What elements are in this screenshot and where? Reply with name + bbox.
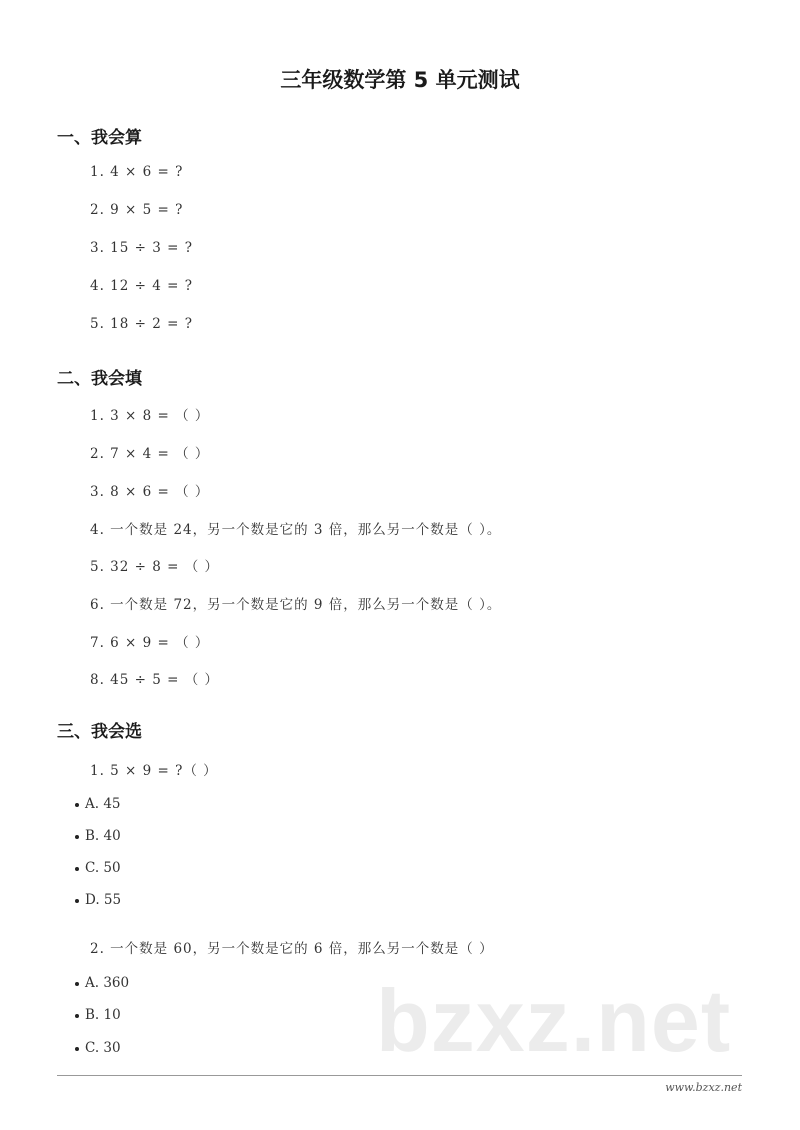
bullet-icon xyxy=(75,1014,79,1018)
bullet-icon xyxy=(75,867,79,871)
option-item xyxy=(75,796,121,812)
option-item xyxy=(75,892,121,908)
bullet-icon xyxy=(75,1047,79,1051)
question-item: 2. 一个数是 60，另一个数是它的 6 倍，那么另一个数是（ ） xyxy=(90,941,494,957)
question-item: 4. 12 ÷ 4 = ? xyxy=(90,278,193,294)
bullet-icon xyxy=(75,803,79,807)
section-heading: 二、我会填 xyxy=(57,369,142,389)
question-item: 2. 7 × 4 = （ ） xyxy=(90,446,210,462)
question-item: 5. 18 ÷ 2 = ? xyxy=(90,316,193,332)
bullet-icon xyxy=(75,835,79,839)
question-item: 7. 6 × 9 = （ ） xyxy=(90,635,210,651)
question-item: 2. 9 × 5 = ? xyxy=(90,202,184,218)
option-label: A. 360 xyxy=(85,975,130,991)
question-item: 3. 15 ÷ 3 = ? xyxy=(90,240,193,256)
option-label: B. 10 xyxy=(85,1007,121,1023)
section-heading: 一、我会算 xyxy=(57,128,142,148)
watermark: bzxz.net xyxy=(376,971,732,1070)
option-item xyxy=(75,860,121,876)
option-label: A. 45 xyxy=(85,796,121,812)
option-item xyxy=(75,828,121,844)
section-heading: 三、我会选 xyxy=(57,722,142,742)
question-item: 1. 4 × 6 = ? xyxy=(90,164,184,180)
option-item xyxy=(75,1040,121,1056)
question-item: 6. 一个数是 72，另一个数是它的 9 倍，那么另一个数是（ ）。 xyxy=(90,597,502,613)
footer-divider xyxy=(57,1075,742,1076)
option-label: D. 55 xyxy=(85,892,122,908)
bullet-icon xyxy=(75,899,79,903)
question-item: 1. 5 × 9 = ?（ ） xyxy=(90,763,218,779)
question-item: 4. 一个数是 24，另一个数是它的 3 倍，那么另一个数是（ ）。 xyxy=(90,522,502,538)
question-item: 5. 32 ÷ 8 = （ ） xyxy=(90,559,220,575)
option-item xyxy=(75,975,129,991)
page-title: 三年级数学第 5 单元测试 xyxy=(280,68,520,92)
option-label: B. 40 xyxy=(85,828,121,844)
footer-url: www.bzxz.net xyxy=(665,1081,742,1094)
question-item: 1. 3 × 8 = （ ） xyxy=(90,408,210,424)
bullet-icon xyxy=(75,982,79,986)
question-item: 8. 45 ÷ 5 = （ ） xyxy=(90,672,220,688)
option-item xyxy=(75,1007,121,1023)
option-label: C. 50 xyxy=(85,860,121,876)
question-item: 3. 8 × 6 = （ ） xyxy=(90,484,210,500)
option-label: C. 30 xyxy=(85,1040,121,1056)
